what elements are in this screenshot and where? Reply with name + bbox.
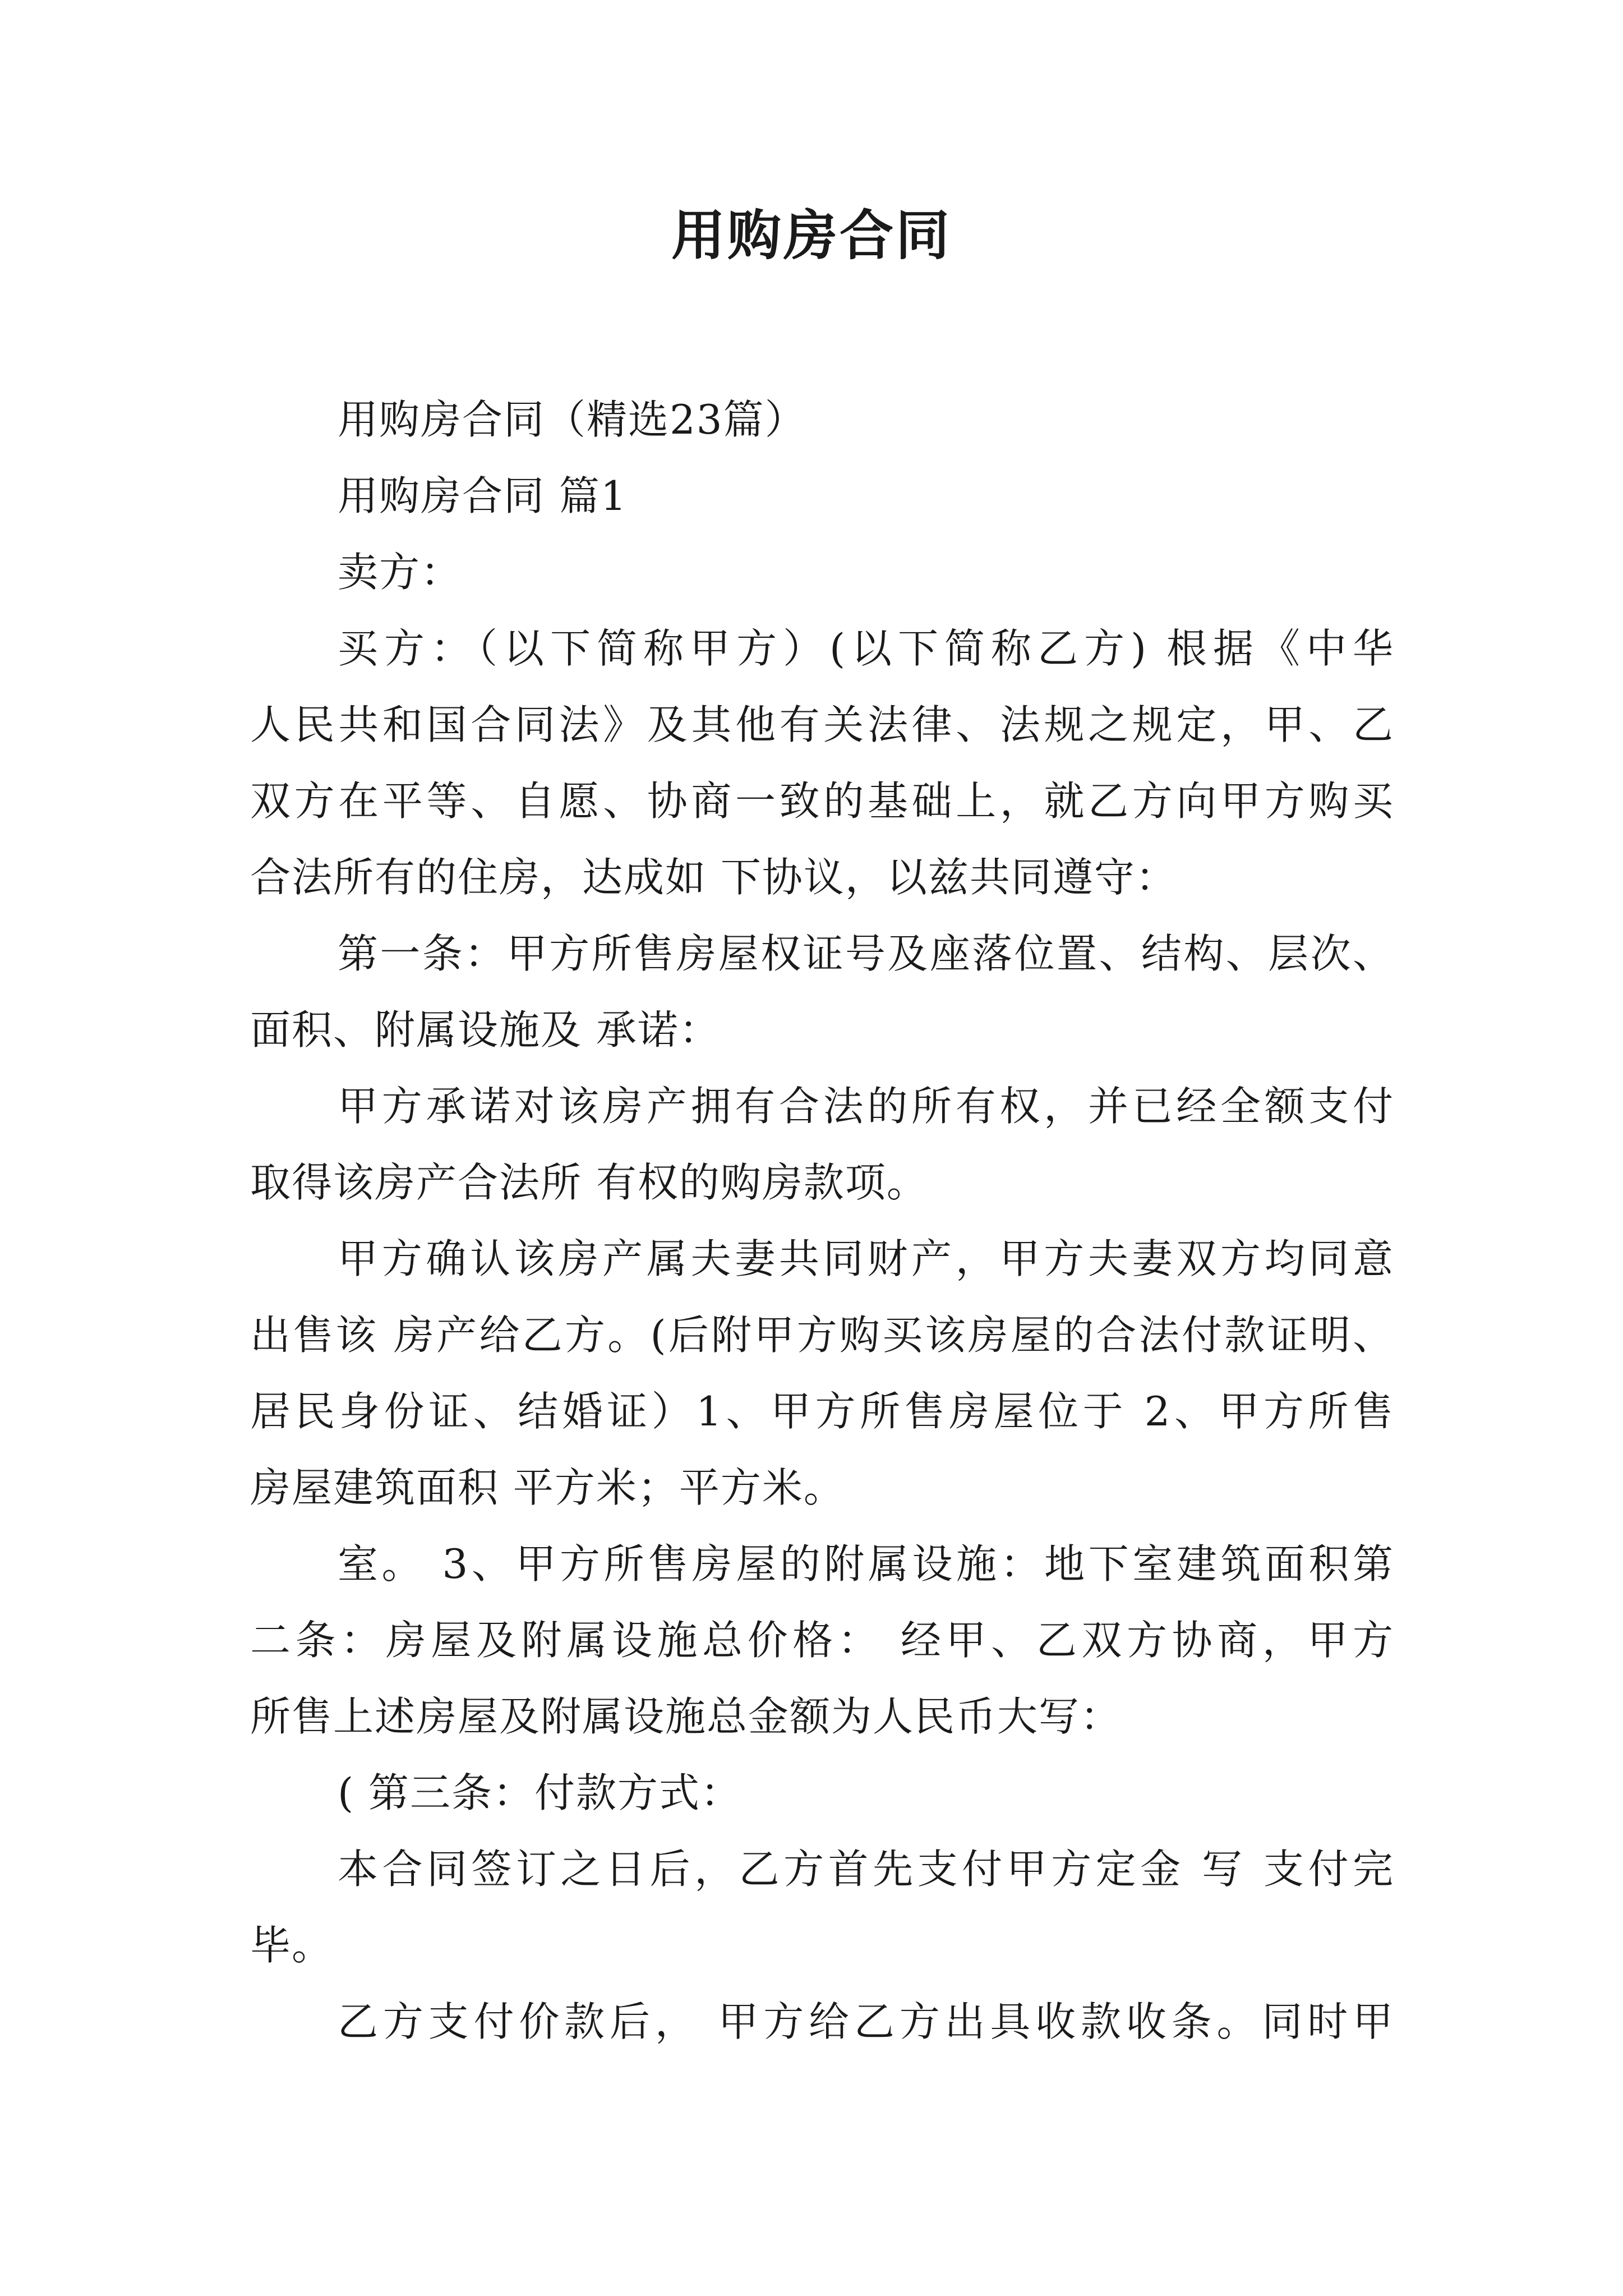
text-line: 乙方支付价款后， 甲方给乙方出具收款收条。同时甲 bbox=[338, 1998, 1394, 2045]
document-title: 用购房合同 bbox=[671, 204, 952, 267]
text-line: 面积、附属设施及 承诺： bbox=[250, 1006, 721, 1053]
text-line: 用购房合同 篇1 bbox=[338, 472, 628, 519]
text-line: 卖方： bbox=[338, 549, 463, 596]
text-line: 居民身份证、结婚证）1、甲方所售房屋位于 2、甲方所售 bbox=[250, 1388, 1394, 1435]
document-body bbox=[250, 381, 1394, 2060]
text-line: 甲方确认该房产属夫妻共同财产，甲方夫妻双方均同意 bbox=[338, 1235, 1394, 1282]
text-line: 双方在平等、自愿、协商一致的基础上，就乙方向甲方购买 bbox=[250, 777, 1394, 825]
text-line: 第一条：甲方所售房屋权证号及座落位置、结构、层次、 bbox=[338, 930, 1394, 977]
text-line: 买方：（以下简称甲方）(以下简称乙方) 根据《中华 bbox=[338, 625, 1394, 672]
text-line: 合法所有的住房，达成如 下协议，以兹共同遵守： bbox=[250, 854, 1177, 901]
text-line: 二条：房屋及附属设施总价格： 经甲、乙双方协商，甲方 bbox=[250, 1617, 1394, 1664]
text-line: 出售该 房产给乙方。(后附甲方购买该房屋的合法付款证明、 bbox=[250, 1312, 1394, 1359]
text-line: ( 第三条：付款方式： bbox=[338, 1769, 742, 1816]
text-line: 用购房合同（精选23篇） bbox=[338, 396, 806, 443]
text-line: 室。 3、甲方所售房屋的附属设施：地下室建筑面积第 bbox=[338, 1540, 1394, 1588]
text-line: 甲方承诺对该房产拥有合法的所有权，并已经全额支付 bbox=[338, 1083, 1394, 1130]
text-line: 毕。 bbox=[250, 1922, 334, 1969]
text-line: 人民共和国合同法》及其他有关法律、法规之规定，甲、乙 bbox=[250, 701, 1394, 748]
text-line: 所售上述房屋及附属设施总金额为人民币大写： bbox=[250, 1693, 1122, 1740]
text-line: 取得该房产合法所 有权的购房款项。 bbox=[250, 1159, 928, 1206]
text-line: 本合同签订之日后，乙方首先支付甲方定金 写 支付完 bbox=[338, 1846, 1394, 1893]
text-line: 房屋建筑面积 平方米；平方米。 bbox=[250, 1464, 845, 1511]
